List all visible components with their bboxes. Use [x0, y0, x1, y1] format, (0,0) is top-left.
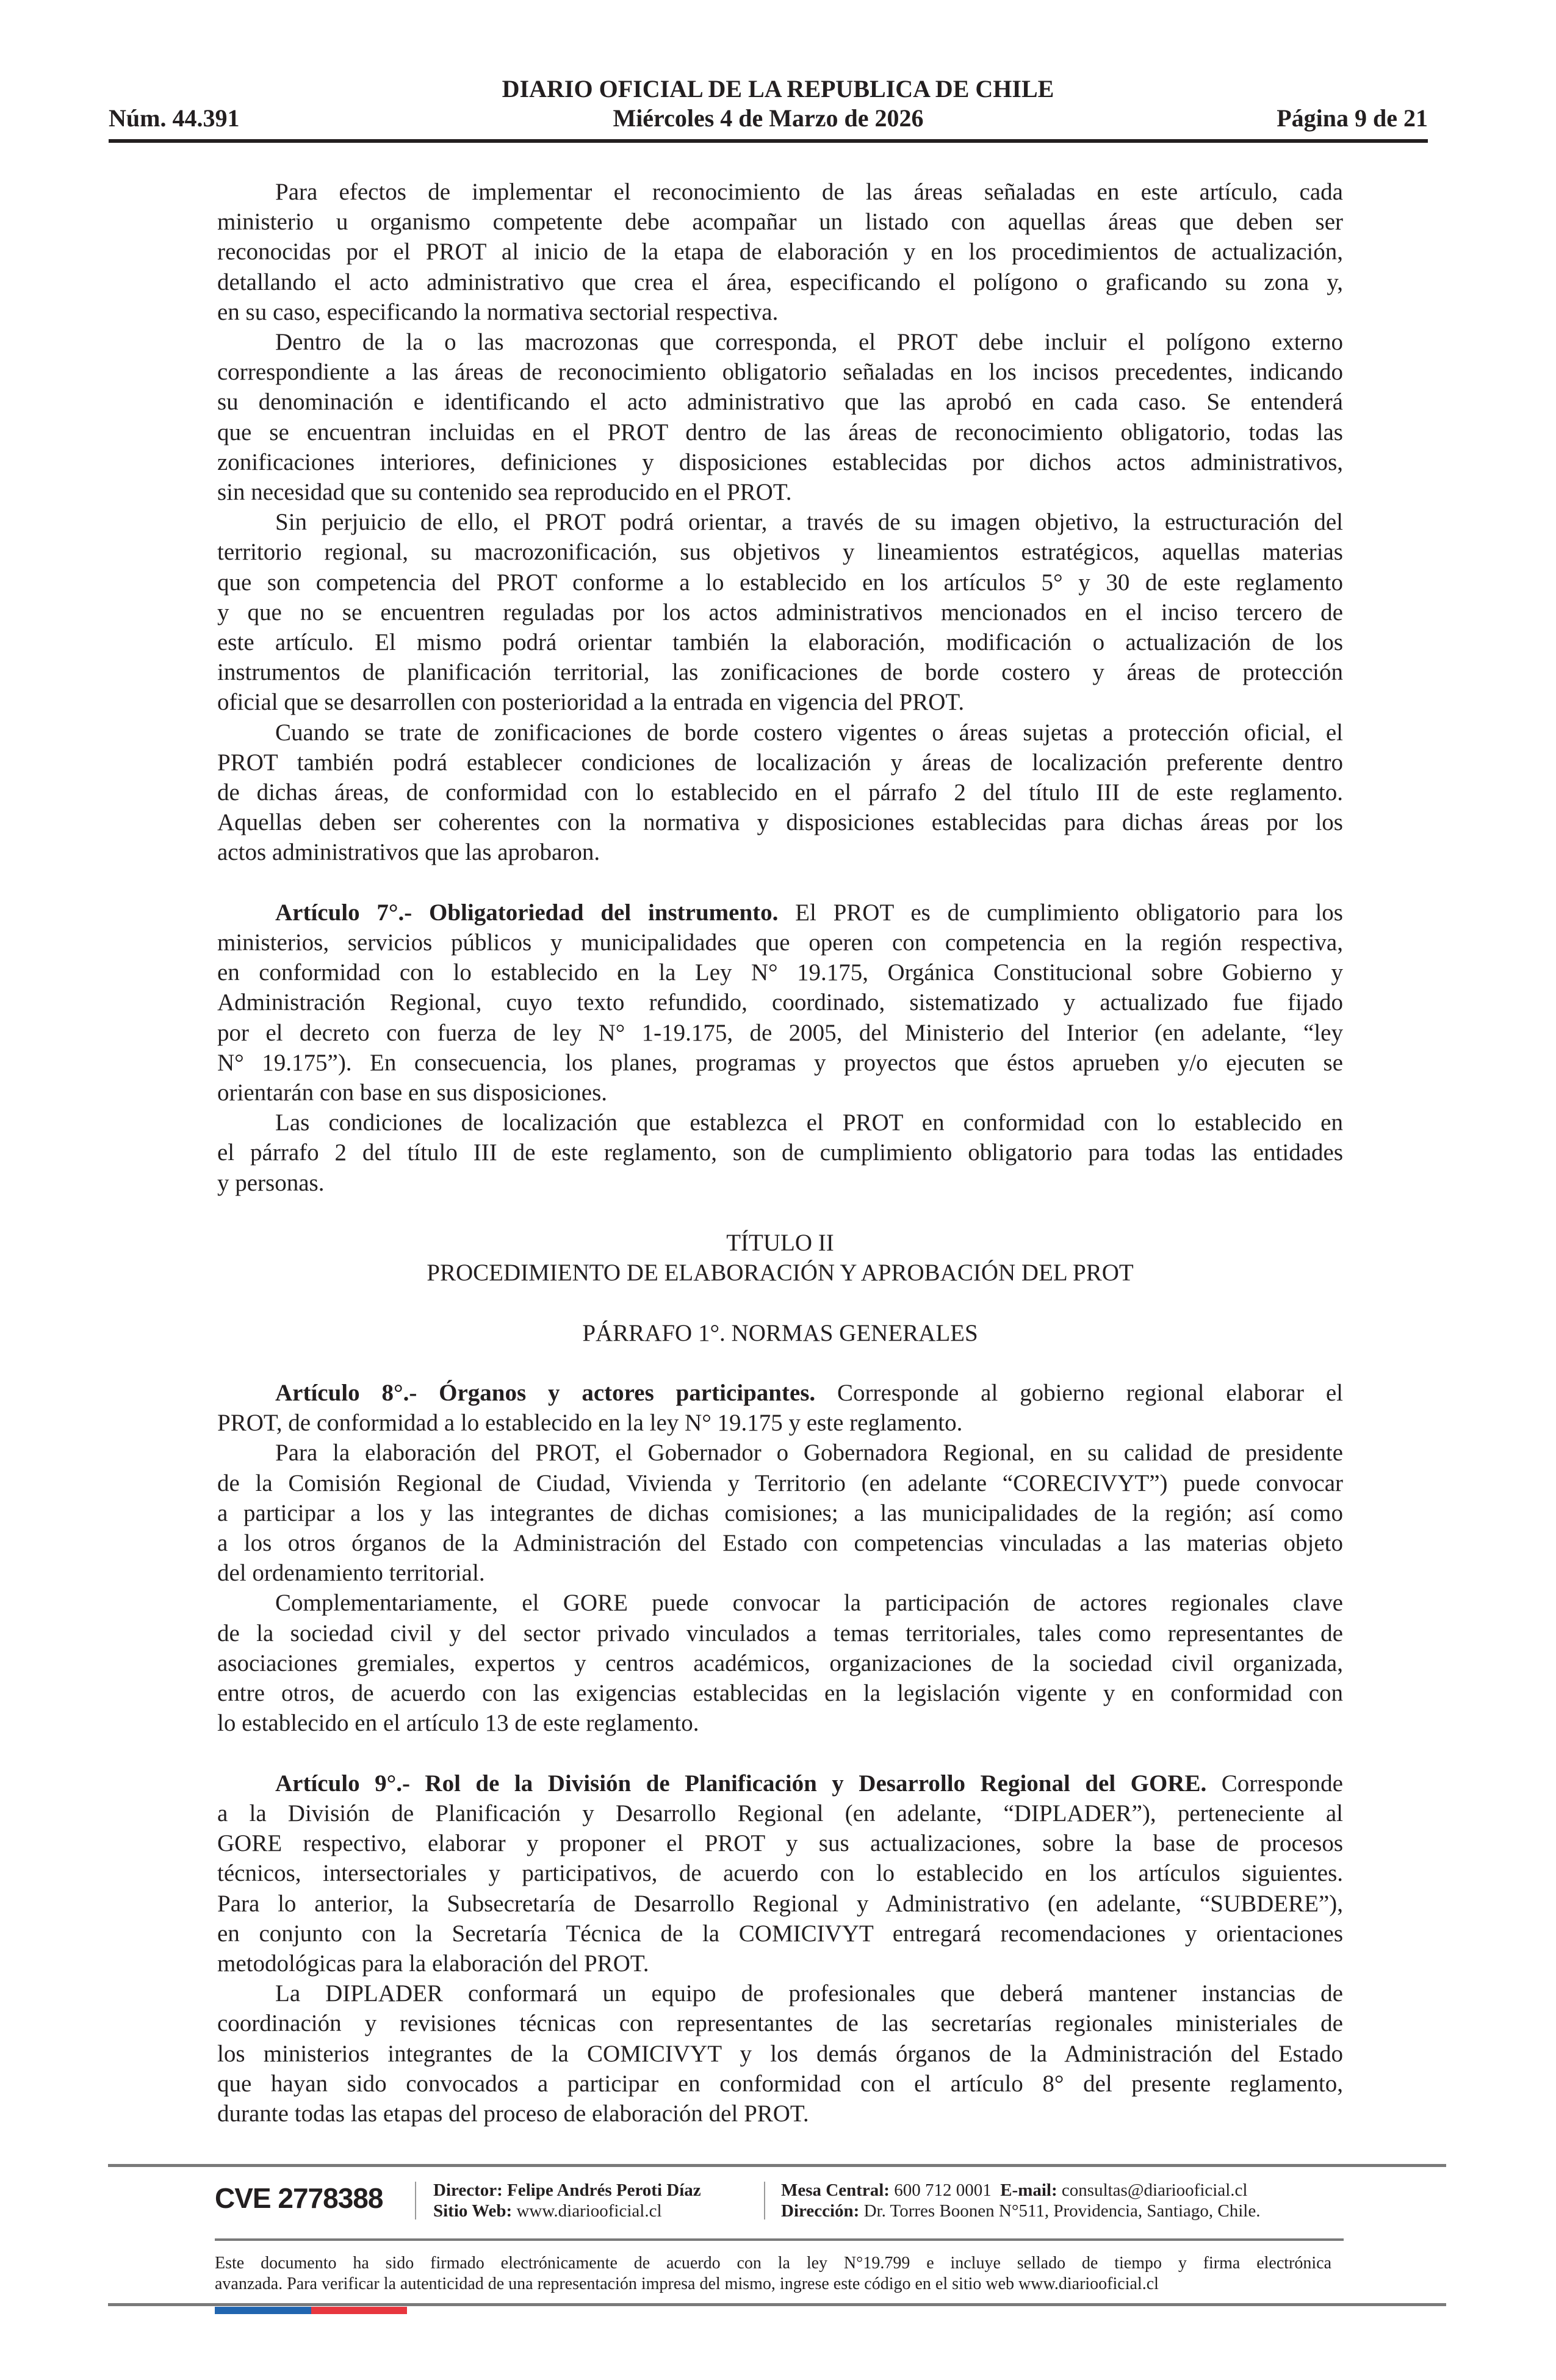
paragraph — [217, 1438, 1343, 1588]
text-line — [217, 1018, 1343, 1048]
line-text: en conformidad con lo establecido en la Ley N° 19.175, Orgánica Constitucional sobre Gobierno y — [217, 959, 1343, 986]
line-text: del ordenamiento territorial. — [217, 1560, 485, 1587]
text-line — [217, 177, 1343, 207]
address: Dr. Torres Boonen N°511, Providencia, Santiago, Chile. — [863, 2201, 1261, 2221]
line-text: que se encuentran incluidas en el PROT dentro de las áreas de reconocimiento obligatorio, todas las — [217, 419, 1343, 445]
text-line — [217, 1048, 1343, 1078]
line-text: territorio regional, su macrozonificación, sus objetivos y lineamientos estratégicos, aquellas materias — [217, 539, 1343, 566]
text-line — [217, 957, 1343, 987]
blank-line — [217, 1288, 1343, 1318]
text-line — [217, 687, 1343, 717]
line-text: El PROT es de cumplimiento obligatorio para los — [778, 899, 1343, 926]
text-line — [217, 1168, 1343, 1198]
text-line — [217, 837, 1343, 867]
text-line — [217, 1828, 1343, 1858]
line-text: los ministerios integrantes de la COMICIVYT y los demás órganos de la Administración del Estado — [217, 2040, 1343, 2067]
article-paragraph — [217, 898, 1343, 1108]
line-text: este artículo. El mismo podrá orientar también la elaboración, modificación o actualización de los — [217, 629, 1343, 656]
text-line — [217, 748, 1343, 777]
article-title: Artículo 8°.- Órganos y actores participantes. — [275, 1380, 816, 1407]
line-text: técnicos, intersectoriales y participativos, de acuerdo con lo establecido en los artículos siguientes. — [217, 1860, 1343, 1887]
line-text: Dentro de la o las macrozonas que corresponda, el PROT debe incluir el polígono externo — [275, 329, 1343, 356]
line-text: orientarán con base en sus disposiciones. — [217, 1080, 608, 1106]
line-text: PROT también podrá establecer condiciones de localización y áreas de localización preferente dentro — [217, 749, 1343, 776]
line-text: lo establecido en el artículo 13 de este reglamento. — [217, 1710, 699, 1737]
line-text: su denominación e identificando el acto administrativo que las aprobó en cada caso. Se entenderá — [217, 389, 1343, 416]
page-number: Página 9 de 21 — [1277, 104, 1428, 132]
line-text: en su caso, especificando la normativa sectorial respectiva. — [217, 298, 779, 325]
paragraph — [217, 507, 1343, 717]
line-text: en conjunto con la Secretaría Técnica de la COMICIVYT entregará recomendaciones y orientaciones — [217, 1920, 1343, 1947]
line-text: y personas. — [217, 1169, 325, 1196]
text-line — [217, 327, 1343, 357]
text-line — [217, 1978, 1343, 2008]
text-line — [217, 2039, 1343, 2069]
text-line — [217, 1438, 1343, 1468]
line-text: oficial que se desarrollen con posterioridad a la entrada en vigencia del PROT. — [217, 689, 965, 716]
text-line — [217, 537, 1343, 567]
footer-mid-rule — [215, 2238, 1344, 2241]
text-line — [217, 597, 1343, 627]
line-text: Sin perjuicio de ello, el PROT podrá orientar, a través de su imagen objetivo, la estructuración del — [275, 509, 1343, 536]
line-text: Corresponde — [1206, 1770, 1343, 1797]
footer-bottom-rule — [108, 2303, 1446, 2306]
paragraph — [217, 718, 1343, 868]
paragraph — [217, 177, 1343, 327]
cve-code: CVE 2778388 — [215, 2182, 383, 2214]
text-line — [217, 777, 1343, 807]
blank-line — [217, 1348, 1343, 1378]
paragraph — [217, 327, 1343, 507]
text-line — [217, 1919, 1343, 1949]
text-line — [217, 1258, 1343, 1288]
text-line — [217, 1889, 1343, 1919]
text-line — [217, 1558, 1343, 1588]
line-text: Cuando se trate de zonificaciones de borde costero vigentes o áreas sujetas a protección oficial, el — [275, 719, 1343, 746]
site-label: Sitio Web: — [433, 2201, 513, 2221]
text-line — [217, 1378, 1343, 1408]
line-text: Aquellas deben ser coherentes con la normativa y disposiciones establecidas para dichas áreas por los — [217, 809, 1343, 836]
text-line — [217, 447, 1343, 477]
blank-line — [217, 868, 1343, 898]
line-text: ministerio u organismo competente debe acompañar un listado con aquellas áreas que deben ser — [217, 209, 1343, 236]
text-line — [217, 477, 1343, 507]
phone: 600 712 0001 — [894, 2180, 992, 2200]
text-line — [217, 1498, 1343, 1528]
text-line — [217, 928, 1343, 957]
document-body — [217, 177, 1343, 2129]
line-text: por el decreto con fuerza de ley N° 1-19.175, de 2005, del Ministerio del Interior (en adelante, “ley — [217, 1019, 1343, 1046]
line-text: PROT, de conformidad a lo establecido en la ley N° 19.175 y este reglamento. — [217, 1410, 963, 1437]
line-text: entre otros, de acuerdo con las exigencias establecidas en la legislación vigente y en conformidad con — [217, 1680, 1343, 1707]
email-label: E-mail: — [1000, 2180, 1057, 2200]
signature-disclaimer — [215, 2253, 1331, 2295]
paragraph — [217, 1978, 1343, 2129]
article-paragraph — [217, 1769, 1343, 1978]
phone-label: Mesa Central: — [781, 2180, 890, 2200]
text-line — [217, 1408, 1343, 1438]
line-text: PÁRRAFO 1°. NORMAS GENERALES — [582, 1319, 978, 1346]
article-title: Artículo 9°.- Rol de la División de Planificación y Desarrollo Regional del GORE. — [275, 1770, 1207, 1797]
line-text: a los otros órganos de la Administración del Estado con competencias vinculadas a las materias objeto — [217, 1530, 1343, 1557]
line-text: y que no se encuentren reguladas por los actos administrativos mencionados en el inciso tercero de — [217, 599, 1343, 626]
publication-title: DIARIO OFICIAL DE LA REPUBLICA DE CHILE — [502, 75, 1054, 103]
line-text: a la División de Planificación y Desarrollo Regional (en adelante, “DIPLADER”), perteneciente al — [217, 1800, 1343, 1826]
blank-line — [217, 1198, 1343, 1228]
text-line — [217, 207, 1343, 237]
line-text: el párrafo 2 del título III de este reglamento, son de cumplimiento obligatorio para todas las entidades — [217, 1139, 1343, 1166]
paragraph — [217, 1108, 1343, 1198]
text-line — [217, 987, 1343, 1017]
text-line — [217, 1318, 1343, 1348]
article-paragraph — [217, 1378, 1343, 1438]
line-text: Para efectos de implementar el reconocimiento de las áreas señaladas en este artículo, cada — [275, 179, 1343, 205]
section-heading — [217, 1228, 1343, 1288]
section-heading — [217, 1318, 1343, 1348]
footer-director-block — [433, 2180, 701, 2221]
line-text: zonificaciones interiores, definiciones y disposiciones establecidas por dichos actos administrativos, — [217, 449, 1343, 475]
issue-number: Núm. 44.391 — [109, 104, 240, 132]
text-line — [217, 1078, 1343, 1108]
footer-contact-block — [781, 2180, 1260, 2221]
line-text: de dichas áreas, de conformidad con lo establecido en el párrafo 2 del título III de este reglamento. — [217, 779, 1343, 806]
text-line — [217, 1798, 1343, 1828]
text-line — [217, 1949, 1343, 1978]
text-line — [217, 1858, 1343, 1888]
line-text: PROCEDIMIENTO DE ELABORACIÓN Y APROBACIÓN DEL PROT — [427, 1260, 1134, 1286]
site-link[interactable]: www.diariooficial.cl — [516, 2201, 662, 2221]
flag-stripe-blue — [215, 2307, 311, 2314]
line-text: reconocidas por el PROT al inicio de la etapa de elaboración y en los procedimientos de actualización, — [217, 239, 1343, 265]
issue-date: Miércoles 4 de Marzo de 2026 — [613, 104, 924, 132]
footer-divider — [415, 2182, 416, 2220]
line-text: ministerios, servicios públicos y municipalidades que operen con competencia en la región respectiva, — [217, 929, 1343, 956]
text-line — [217, 1618, 1343, 1648]
text-line — [217, 1528, 1343, 1558]
text-line — [217, 237, 1343, 267]
blank-line — [217, 1739, 1343, 1769]
article-title: Artículo 7°.- Obligatoriedad del instrumento. — [275, 899, 779, 926]
text-line — [217, 387, 1343, 417]
text-line — [217, 1708, 1343, 1738]
line-text: de la Comisión Regional de Ciudad, Vivienda y Territorio (en adelante “CORECIVYT”) puede convocar — [217, 1469, 1343, 1496]
line-text: que hayan sido convocados a participar en conformidad con el artículo 8° del presente reglamento, — [217, 2070, 1343, 2097]
header-rule — [109, 139, 1428, 143]
text-line — [217, 1678, 1343, 1708]
text-line — [217, 1648, 1343, 1678]
text-line — [217, 417, 1343, 447]
text-line — [217, 2008, 1343, 2038]
email-link[interactable]: consultas@diariooficial.cl — [1061, 2180, 1248, 2200]
text-line — [217, 297, 1343, 327]
text-line — [217, 1468, 1343, 1498]
text-line — [217, 718, 1343, 748]
text-line — [217, 657, 1343, 687]
director-label: Director: — [433, 2180, 503, 2200]
line-text: correspondiente a las áreas de reconocimiento obligatorio señaladas en los incisos precedentes, indicando — [217, 359, 1343, 386]
line-text: TÍTULO II — [726, 1230, 834, 1257]
line-text: GORE respectivo, elaborar y proponer el PROT y sus actualizaciones, sobre la base de procesos — [217, 1830, 1343, 1857]
line-text: Complementariamente, el GORE puede convocar la participación de actores regionales clave — [275, 1590, 1343, 1617]
director-name: Felipe Andrés Peroti Díaz — [507, 2180, 701, 2200]
flag-stripe-red — [311, 2307, 407, 2314]
footer-divider — [764, 2182, 765, 2220]
text-line — [217, 1108, 1343, 1138]
address-label: Dirección: — [781, 2201, 860, 2221]
line-text: Para lo anterior, la Subsecretaría de Desarrollo Regional y Administrativo (en adelante, “SUBDERE”), — [217, 1890, 1343, 1917]
text-line — [217, 568, 1343, 597]
line-text: instrumentos de planificación territorial, las zonificaciones de borde costero y áreas de protección — [217, 659, 1343, 686]
text-line — [217, 1138, 1343, 1167]
text-line — [217, 807, 1343, 837]
line-text: La DIPLADER conformará un equipo de profesionales que deberá mantener instancias de — [275, 1980, 1343, 2007]
text-line — [217, 1769, 1343, 1798]
text-line — [217, 1228, 1343, 1258]
text-line — [217, 627, 1343, 657]
paragraph — [217, 1588, 1343, 1738]
text-line — [217, 1588, 1343, 1618]
line-text: metodológicas para la elaboración del PROT. — [217, 1950, 649, 1977]
text-line — [217, 2069, 1343, 2099]
footer-top-rule — [108, 2164, 1446, 2167]
line-text: Corresponde al gobierno regional elaborar el — [815, 1380, 1343, 1407]
disclaimer-line: avanzada. Para verificar la autenticidad de una representación impresa del mismo, ingrese este código en el sitio web www.diariooficial.cl — [215, 2274, 1159, 2293]
disclaimer-line: Este documento ha sido firmado electrónicamente de acuerdo con la ley N°19.799 e incluye sellado de tiempo y firma electrónica — [215, 2254, 1331, 2273]
line-text: Administración Regional, cuyo texto refundido, coordinado, sistematizado y actualizado fue fijado — [217, 989, 1343, 1016]
line-text: N° 19.175”). En consecuencia, los planes, programas y proyectos que éstos aprueben y/o ejecuten se — [217, 1049, 1343, 1076]
line-text: sin necesidad que su contenido sea reproducido en el PROT. — [217, 479, 792, 506]
line-text: durante todas las etapas del proceso de elaboración del PROT. — [217, 2100, 809, 2127]
line-text: Las condiciones de localización que establezca el PROT en conformidad con lo establecido en — [275, 1109, 1343, 1136]
text-line — [217, 357, 1343, 387]
line-text: a participar a los y las integrantes de dichas comisiones; a las municipalidades de la región; así como — [217, 1499, 1343, 1526]
line-text: coordinación y revisiones técnicas con representantes de las secretarías regionales ministeriales de — [217, 2010, 1343, 2037]
text-line — [217, 507, 1343, 537]
line-text: que son competencia del PROT conforme a lo establecido en los artículos 5° y 30 de este reglamento — [217, 569, 1343, 596]
text-line — [217, 898, 1343, 928]
line-text: actos administrativos que las aprobaron. — [217, 839, 600, 866]
text-line — [217, 2099, 1343, 2129]
line-text: detallando el acto administrativo que crea el área, especificando el polígono o graficando su zona y, — [217, 269, 1343, 295]
text-line — [217, 267, 1343, 297]
line-text: Para la elaboración del PROT, el Gobernador o Gobernadora Regional, en su calidad de presidente — [275, 1440, 1343, 1466]
line-text: de la sociedad civil y del sector privado vinculados a temas territoriales, tales como representantes de — [217, 1620, 1343, 1646]
line-text: asociaciones gremiales, expertos y centros académicos, organizaciones de la sociedad civil organizada, — [217, 1650, 1343, 1676]
